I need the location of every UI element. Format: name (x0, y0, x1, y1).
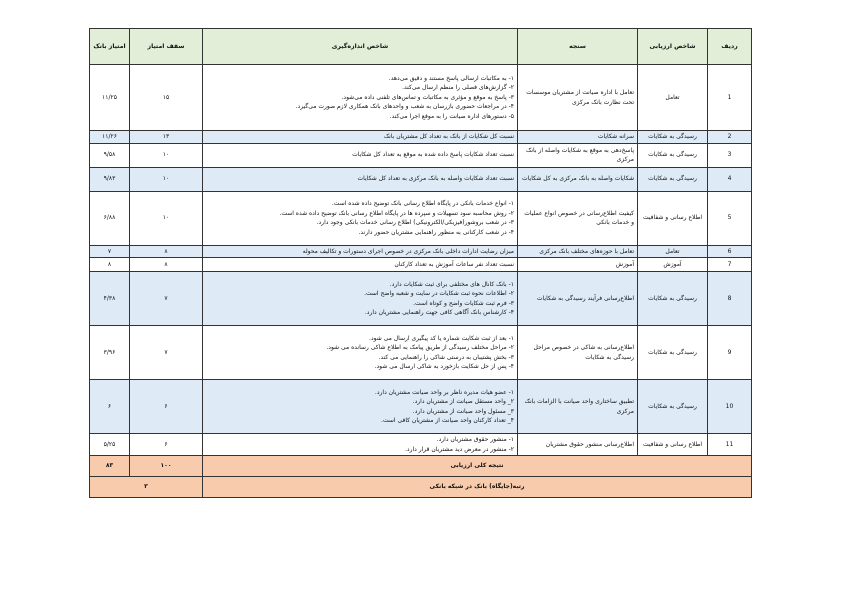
cell-bank-score: ۹/۸۳ (90, 167, 130, 191)
cell-indicator (203, 434, 518, 456)
indicator-line: ۴- در مراجعات حضوری بازرسان به شعب و واحدهای بانک همکاری لازم صورت می‌گیرد. (295, 103, 514, 111)
cell-max-score: ۸ (130, 245, 203, 258)
cell-measure: شکایات واصله به بانک مرکزی به کل شکایات (518, 167, 638, 191)
cell-max-score: ۷ (130, 272, 203, 326)
indicator-line: ۳- پاسخ به موقع و مؤثری به مکاتبات و تماس‌های تلفنی داده می‌شود. (341, 93, 514, 101)
cell-measure: تعامل با اداره صیانت از مشتریان موسسات تحت نظارت بانک مرکزی (518, 65, 638, 131)
cell-criterion: رسیدگی به شکایات (638, 167, 708, 191)
indicator-line: ۴- در شعب کارکنانی به منظور راهنمایی مشتریان حضور دارند. (358, 228, 514, 236)
cell-bank-score: ۴/۳۸ (90, 272, 130, 326)
cell-max-score: ۱۳ (130, 131, 203, 144)
indicator-line: نسبت تعداد شکایات پاسخ داده شده به موقع به تعداد کل شکایات (352, 151, 514, 159)
rank-label: رتبه(جایگاه) بانک در شبکه بانکی (203, 477, 752, 498)
indicator-line: میزان رضایت ادارات داخلی بانک مرکزی در خصوص اجرای دستورات و تکالیف محوله (302, 247, 514, 255)
cell-row-number: 10 (708, 380, 752, 434)
table-row (90, 65, 752, 131)
header-row-number: ردیف (708, 29, 752, 65)
cell-indicator (203, 65, 518, 131)
table-row (90, 326, 752, 380)
indicator-line: ۴- پس از حل شکایت بازخورد به شاکی ارسال می شود. (374, 363, 514, 370)
cell-bank-score: ۱۱/۲۵ (90, 65, 130, 131)
table-row (90, 380, 752, 434)
cell-measure: اطلاع‌رسانی به شاکی در خصوص مراحل رسیدگی به شکایات (518, 326, 638, 380)
cell-measure: اطلاع‌رسانی فرآیند رسیدگی به شکایات (518, 272, 638, 326)
rank-value: ۳ (90, 477, 203, 498)
cell-criterion: اطلاع رسانی و شفافیت (638, 191, 708, 245)
cell-max-score: ۸ (130, 258, 203, 272)
cell-bank-score: ۶/۸۸ (90, 191, 130, 245)
total-row (90, 456, 752, 477)
cell-criterion: رسیدگی به شکایات (638, 380, 708, 434)
header-indicator: شاخص اندازه‌گیری (203, 29, 518, 65)
cell-row-number: 1 (708, 65, 752, 131)
indicator-line: ۲- مراحل مختلف رسیدگی از طریق پیامک به اطلاع شاکی رسانده می شود. (326, 344, 514, 351)
cell-bank-score: ۸ (90, 258, 130, 272)
table-row (90, 131, 752, 144)
indicator-line: ۲- اطلاعات نحوه ثبت شکایات در سایت و شعبه واضح است. (364, 290, 514, 297)
table-row (90, 191, 752, 245)
indicator-line: ۱- عضو هیات مدیره ناظر بر واحد صیانت مشتریان دارد. (374, 388, 514, 396)
indicator-line: ۲- منشور در معرض دید مشتریان قرار دارد. (404, 445, 514, 453)
header-criterion: شاخص ارزیابی (638, 29, 708, 65)
cell-criterion: تعامل (638, 65, 708, 131)
cell-max-score: ۱۰ (130, 143, 203, 167)
evaluation-table-container (89, 28, 751, 498)
cell-row-number: 5 (708, 191, 752, 245)
cell-bank-score: ۷ (90, 245, 130, 258)
indicator-line: ۱- منشور حقوق مشتریان دارد. (436, 436, 514, 443)
cell-bank-score: ۶ (90, 380, 130, 434)
cell-row-number: 11 (708, 434, 752, 456)
cell-indicator (203, 380, 518, 434)
indicator-line: ۳- فرم ثبت شکایات واضح و کوتاه است. (413, 299, 514, 307)
cell-measure: اطلاع‌رسانی منشور حقوق مشتریان (518, 434, 638, 456)
indicator-line: ۲- روش محاسبه سود تسهیلات و سپرده ها در پایگاه اطلاع رسانی بانک توضیح داده شده است. (279, 209, 514, 217)
cell-indicator (203, 272, 518, 326)
indicator-line: ۳- در شعب بروشور(فیزیکی/الکترونیکی) اطلاع رسانی خدمات بانکی وجود دارد. (316, 219, 514, 226)
cell-max-score: ۱۰ (130, 191, 203, 245)
header-measure: سنجه (518, 29, 638, 65)
total-label: نتیجه کلی ارزیابی (203, 456, 752, 477)
cell-measure: تعامل با حوزه‌های مختلف بانک مرکزی (518, 245, 638, 258)
cell-indicator (203, 258, 518, 272)
table-row (90, 272, 752, 326)
cell-indicator (203, 245, 518, 258)
cell-bank-score: ۱۱/۲۶ (90, 131, 130, 144)
cell-measure: آموزش (518, 258, 638, 272)
cell-max-score: ۱۰ (130, 167, 203, 191)
cell-criterion: رسیدگی به شکایات (638, 143, 708, 167)
cell-indicator (203, 143, 518, 167)
cell-bank-score: ۹/۵۸ (90, 143, 130, 167)
indicator-line: ۴- کارشناس بانک آگاهی کافی جهت راهنمایی مشتریان دارد. (364, 309, 514, 316)
header-row (90, 29, 752, 65)
cell-measure: تطبیق ساختاری واحد صیانت با الزامات بانک مرکزی (518, 380, 638, 434)
indicator-line: ۴_ تعداد کارکنان واحد صیانت از مشتریان کافی است. (381, 417, 514, 424)
total-max: ۱۰۰ (130, 456, 203, 477)
cell-criterion: تعامل (638, 245, 708, 258)
table-row (90, 434, 752, 456)
cell-indicator (203, 167, 518, 191)
cell-criterion: رسیدگی به شکایات (638, 272, 708, 326)
header-bank-score: امتیاز بانک (90, 29, 130, 65)
cell-measure: کیفیت اطلاع‌رسانی در خصوص انواع عملیات و خدمات بانکی (518, 191, 638, 245)
header-max-score: سقف امتیاز (130, 29, 203, 65)
indicator-line: ۱- بانک کانال های مختلفی برای ثبت شکایات دارد. (389, 280, 514, 288)
table-row (90, 167, 752, 191)
cell-max-score: ۶ (130, 380, 203, 434)
table-body (90, 65, 752, 456)
cell-criterion: رسیدگی به شکایات (638, 326, 708, 380)
total-score: ۸۳ (90, 456, 130, 477)
cell-criterion: اطلاع رسانی و شفافیت (638, 434, 708, 456)
cell-measure: پاسخ‌دهی به موقع به شکایات واصله از بانک مرکزی (518, 143, 638, 167)
indicator-line: ۲- گزارش‌های فصلی را منظم ارسال می‌کند. (402, 84, 514, 92)
cell-bank-score: ۳/۹۶ (90, 326, 130, 380)
cell-row-number: 7 (708, 258, 752, 272)
indicator-line: ۵- دستورهای اداره صیانت را به موقع اجرا می‌کند. (389, 112, 514, 120)
cell-max-score: ۱۵ (130, 65, 203, 131)
cell-criterion: رسیدگی به شکایات (638, 131, 708, 144)
cell-row-number: 4 (708, 167, 752, 191)
evaluation-table (89, 28, 752, 498)
indicator-line: ۱- به مکاتبات ارسالی پاسخ مستند و دقیق می‌دهد. (388, 74, 514, 82)
cell-measure: سرانه شکایات (518, 131, 638, 144)
cell-bank-score: ۵/۲۵ (90, 434, 130, 456)
cell-indicator (203, 191, 518, 245)
indicator-line: ۲_ واحد مستقل صیانت از مشتریان دارد. (412, 398, 514, 405)
table-row (90, 258, 752, 272)
table-row (90, 245, 752, 258)
cell-indicator (203, 131, 518, 144)
cell-indicator (203, 326, 518, 380)
cell-row-number: 3 (708, 143, 752, 167)
rank-row (90, 477, 752, 498)
indicator-line: نسبت تعداد نفر ساعات آموزش به تعداد کارکنان (394, 260, 514, 268)
indicator-line: نسبت تعداد شکایات واصله به بانک مرکزی به تعداد کل شکایات (357, 175, 514, 183)
indicator-line: ۱- انواع خدمات بانکی در پایگاه اطلاع رسانی بانک توضیح داده شده است. (331, 200, 514, 207)
cell-row-number: 2 (708, 131, 752, 144)
indicator-line: ۳_ مسئول واحد صیانت از مشتریان دارد. (412, 407, 514, 415)
cell-max-score: ۷ (130, 326, 203, 380)
indicator-line: نسبت کل شکایات از بانک به تعداد کل مشتریان بانک (383, 133, 514, 140)
cell-row-number: 6 (708, 245, 752, 258)
indicator-line: ۱- بعد از ثبت شکایت شماره یا کد پیگیری ارسال می شود. (369, 334, 514, 342)
indicator-line: ۳- بخش پشتیبان به درستی شاکی را راهنمایی می کند. (378, 353, 514, 361)
cell-max-score: ۶ (130, 434, 203, 456)
cell-criterion: آموزش (638, 258, 708, 272)
table-row (90, 143, 752, 167)
cell-row-number: 9 (708, 326, 752, 380)
cell-row-number: 8 (708, 272, 752, 326)
